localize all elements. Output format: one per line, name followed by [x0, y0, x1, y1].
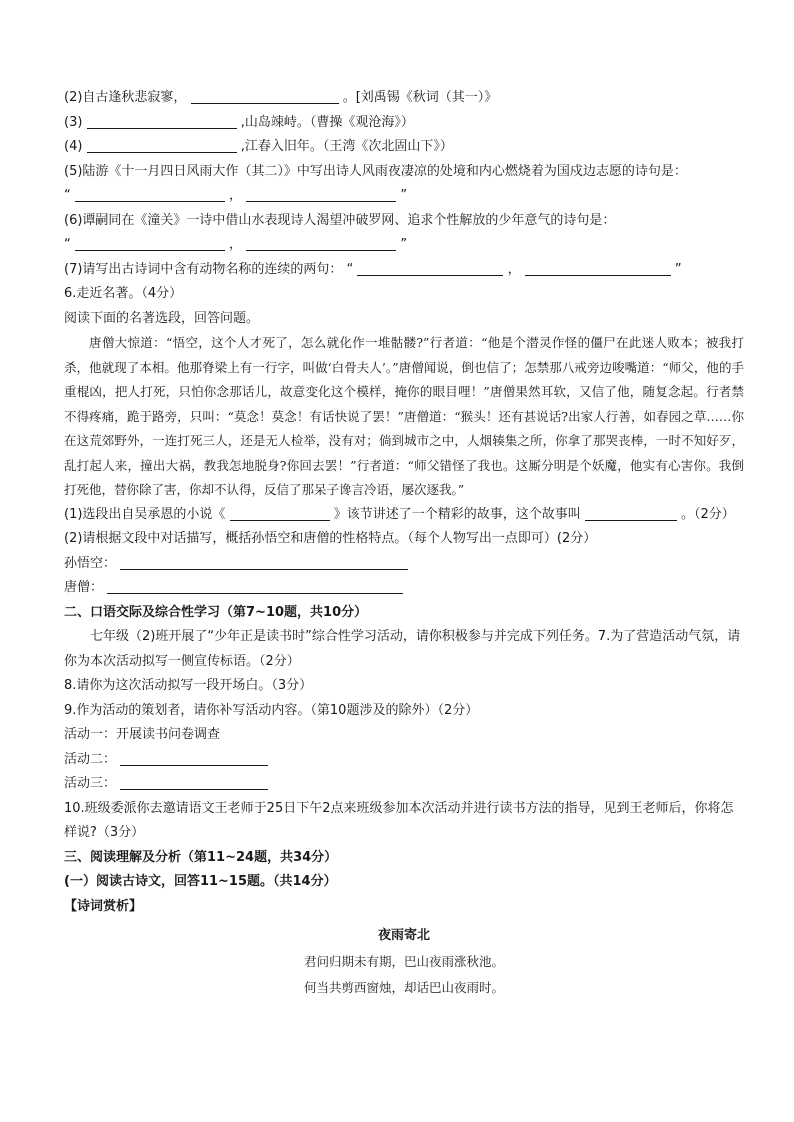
question-4-line: (4) ,江春入旧年。（王湾《次北固山下》） [64, 139, 453, 154]
question-8: 8.请你为这次活动拟写一段开场白。（3分） [64, 678, 313, 693]
answer-blank-5b[interactable] [246, 186, 396, 202]
exam-page [64, 86, 744, 1001]
poetry-appreciation-tag: 【诗词赏析】 [64, 898, 143, 914]
answer-blank-6a[interactable] [75, 235, 225, 251]
answer-blank-7b[interactable] [525, 260, 671, 276]
poem-line-1: 君问归期未有期，巴山夜雨涨秋池。 [303, 954, 504, 969]
activity-2-line: 活动二： [64, 748, 744, 773]
answer-blank-sun-wukong[interactable] [120, 554, 408, 570]
reading-instruction: 阅读下面的名著选段，回答问题。 [64, 310, 260, 326]
sun-wukong-answer-line: 孙悟空： [64, 552, 744, 577]
answer-blank-activity-2[interactable] [120, 750, 268, 766]
question-2-line: (2)自古逢秋悲寂寥， 。[刘禹锡《秋词（其一）》 [64, 90, 498, 105]
answer-blank-activity-3[interactable] [120, 774, 268, 790]
answer-blank-4[interactable] [87, 137, 237, 153]
reading-sub-question-1: (1)选段出自吴承恩的小说《 》该节讲述了一个精彩的故事，这个故事叫 。（2分） [64, 506, 735, 522]
answer-blank-novel-title[interactable] [230, 505, 330, 521]
answer-blank-7a[interactable] [357, 260, 503, 276]
answer-blank-story-name[interactable] [585, 505, 677, 521]
question-10: 10.班级委派你去邀请语文王老师于25日下午2点来班级参加本次活动并进行读书方法的指导，见到王老师后，你将怎样说?（3分） [64, 800, 734, 840]
answer-blank-6b[interactable] [246, 235, 396, 251]
section-3-sub-heading: (一）阅读古诗文，回答11~15题。（共14分） [64, 874, 337, 889]
activity-1: 活动一：开展读书问卷调查 [64, 727, 221, 742]
poem-title: 夜雨寄北 [377, 928, 430, 943]
novel-excerpt: 唐僧大惊道：“悟空，这个人才死了，怎么就化作一堆骷髅?”行者道：“他是个潜灵作怪的僵尸在此迷人败本；被我打杀，他就现了本相。他那脊梁上有一行字，叫做‘白骨夫人’。”唐僧闻说，倒也信了；怎禁那八戒旁边唆嘴道：“师父，他的手重棍凶，把人打死，只怕你念那话儿，故意变化这个模样，掩你的眼目哩！”唐僧果然耳软，又信了他，随复念起。行者禁不得疼痛，跪于路旁，只叫：“莫念！莫念！有话快说了罢！”唐僧道：“猴头！还有甚说话?出家人行善，如春园之草……你在这荒郊野外，一连打死三人，还是无人检举，没有对；倘到城市之中，人烟辏集之所，你拿了那哭丧棒，一时不知好歹，乱打起人来，撞出大祸，教我怎地脱身?你回去罢！”行者道：“师父错怪了我也。这厮分明是个妖魔，他实有心害你。我倒打死他，替你除了害，你却不认得，反信了那呆子谗言冷语，屡次逐我。” [64, 335, 744, 497]
section-2-heading: 二、口语交际及综合性学习（第7~10题，共10分） [64, 604, 368, 620]
reading-sub-question-2: (2)请根据文段中对话描写，概括孙悟空和唐僧的性格特点。（每个人物写出一点即可）(2分） [64, 531, 597, 546]
answer-blank-3[interactable] [87, 113, 237, 129]
question-7-line: (7)请写出古诗词中含有动物名称的连续的两句： “ ， ” [64, 261, 682, 277]
activity-3-line: 活动三： [64, 772, 744, 797]
answer-blank-5a[interactable] [75, 186, 225, 202]
question-3-line: (3) ,山岛竦峙。（曹操《观沧海》） [64, 114, 414, 130]
answer-blank-2[interactable] [191, 88, 339, 104]
reading-question-heading: 6.走近名著。（4分） [64, 286, 183, 301]
section-3-heading: 三、阅读理解及分析（第11~24题，共34分） [64, 849, 338, 865]
section-2-intro: 七年级（2)班开展了“少年正是读书时”综合性学习活动，请你积极参与并完成下列任务。7.为了营造活动气氛，请你为本次活动拟写一侧宣传标语。（2分） [64, 629, 741, 669]
question-6-answer-line: “ ， ” [64, 237, 408, 252]
answer-blank-tang-seng[interactable] [107, 578, 403, 594]
question-5-text: (5)陆游《十一月四日风雨大作（其二）》中写出诗人风雨夜凄凉的处境和内心燃烧着为国戍边志愿的诗句是： [64, 163, 687, 179]
question-5-answer-line: “ ， ” [64, 188, 408, 203]
tang-seng-answer-line: 唐僧： [64, 576, 744, 601]
question-6-text: (6)谭嗣同在《潼关》一诗中借山水表现诗人渴望冲破罗网、追求个性解放的少年意气的诗句是： [64, 212, 616, 228]
question-9: 9.作为活动的策划者，请你补写活动内容。（第10题涉及的除外）（2分） [64, 702, 479, 718]
poem-line-2: 何当共剪西窗烛，却话巴山夜雨时。 [303, 980, 504, 995]
